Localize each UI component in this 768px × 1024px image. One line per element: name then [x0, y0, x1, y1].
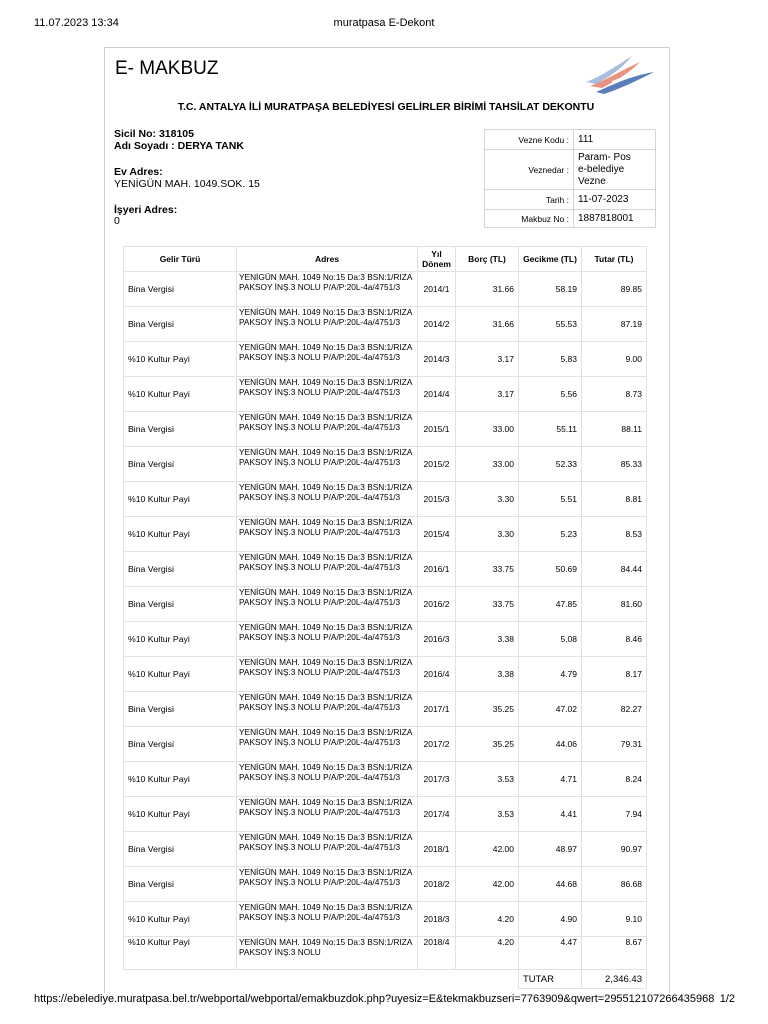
municipality-logo [582, 52, 656, 94]
table-row [124, 377, 647, 412]
late-fee-cell: 5.83 [519, 342, 582, 377]
address-cell: YENİGÜN MAH. 1049 No:15 Da:3 BSN:1/RIZA PAKSOY İNŞ.3 NOLU P/A/P:20L-4a/4751/3 [237, 342, 418, 377]
table-row [124, 832, 647, 867]
income-type-cell: %10 Kultur Payi [124, 937, 237, 970]
table-row [124, 307, 647, 342]
income-type-cell: Bina Vergisi [124, 867, 237, 902]
period-cell: 2017/1 [418, 692, 456, 727]
work-address-value: 0 [114, 215, 120, 227]
address-cell: YENİGÜN MAH. 1049 No:15 Da:3 BSN:1/RIZA PAKSOY İNŞ.3 NOLU P/A/P:20L-4a/4751/3 [237, 272, 418, 307]
table-row [124, 867, 647, 902]
address-cell: YENİGÜN MAH. 1049 No:15 Da:3 BSN:1/RIZA PAKSOY İNŞ.3 NOLU P/A/P:20L-4a/4751/3 [237, 552, 418, 587]
total-cell: 8.73 [582, 377, 647, 412]
page-url: https://ebelediye.muratpasa.bel.tr/webportal/webportal/emakbuzdok.php?uyesiz=E&tekmakbuzseri=7763909&qwert=295512107266435968 [34, 993, 715, 1005]
debt-cell: 33.00 [456, 412, 519, 447]
table-row [124, 517, 647, 552]
table-row [124, 762, 647, 797]
late-fee-cell: 4.90 [519, 902, 582, 937]
table-row [124, 657, 647, 692]
income-type-cell: %10 Kultur Payi [124, 622, 237, 657]
late-fee-cell: 44.68 [519, 867, 582, 902]
late-fee-cell: 5.23 [519, 517, 582, 552]
income-type-cell: %10 Kultur Payi [124, 657, 237, 692]
period-cell: 2014/3 [418, 342, 456, 377]
sicil-label: Sicil No: [114, 128, 157, 140]
income-type-cell: %10 Kultur Payi [124, 902, 237, 937]
debt-cell: 42.00 [456, 867, 519, 902]
receipt-no-value: 1887818001 [574, 210, 656, 228]
late-fee-cell: 48.97 [519, 832, 582, 867]
period-cell: 2015/2 [418, 447, 456, 482]
total-cell: 84.44 [582, 552, 647, 587]
income-type-cell: Bina Vergisi [124, 552, 237, 587]
income-type-cell: %10 Kultur Payi [124, 377, 237, 412]
period-cell: 2018/4 [418, 937, 456, 970]
total-cell: 8.53 [582, 517, 647, 552]
table-row [124, 727, 647, 762]
late-fee-cell: 4.41 [519, 797, 582, 832]
table-row [124, 447, 647, 482]
late-fee-cell: 55.11 [519, 412, 582, 447]
total-cell: 8.17 [582, 657, 647, 692]
table-row [124, 412, 647, 447]
period-cell: 2014/2 [418, 307, 456, 342]
debt-cell: 3.38 [456, 622, 519, 657]
total-cell: 81.60 [582, 587, 647, 622]
late-fee-cell: 4.71 [519, 762, 582, 797]
late-fee-cell: 58.19 [519, 272, 582, 307]
total-cell: 90.97 [582, 832, 647, 867]
debt-cell: 3.30 [456, 482, 519, 517]
cashier-value-line: Param- Pos [578, 151, 631, 163]
period-cell: 2015/1 [418, 412, 456, 447]
total-row [124, 970, 647, 989]
address-cell: YENİGÜN MAH. 1049 No:15 Da:3 BSN:1/RIZA PAKSOY İNŞ.3 NOLU P/A/P:20L-4a/4751/3 [237, 482, 418, 517]
late-fee-cell: 5.51 [519, 482, 582, 517]
cashier-info-table [484, 129, 656, 228]
table-row [124, 342, 647, 377]
name-label: Adı Soyadı : [114, 140, 175, 152]
address-cell: YENİGÜN MAH. 1049 No:15 Da:3 BSN:1/RIZA PAKSOY İNŞ.3 NOLU P/A/P:20L-4a/4751/3 [237, 902, 418, 937]
income-type-cell: Bina Vergisi [124, 447, 237, 482]
period-cell: 2018/3 [418, 902, 456, 937]
home-address-label: Ev Adres: [114, 166, 163, 178]
income-type-cell: Bina Vergisi [124, 727, 237, 762]
cashier-value [574, 150, 656, 190]
income-type-cell: Bina Vergisi [124, 587, 237, 622]
late-fee-cell: 47.02 [519, 692, 582, 727]
income-type-cell: %10 Kultur Payi [124, 482, 237, 517]
address-cell: YENİGÜN MAH. 1049 No:15 Da:3 BSN:1/RIZA PAKSOY İNŞ.3 NOLU P/A/P:20L-4a/4751/3 [237, 307, 418, 342]
address-cell: YENİGÜN MAH. 1049 No:15 Da:3 BSN:1/RIZA PAKSOY İNŞ.3 NOLU P/A/P:20L-4a/4751/3 [237, 727, 418, 762]
late-fee-cell: 5.08 [519, 622, 582, 657]
table-row [124, 552, 647, 587]
debt-cell: 3.17 [456, 377, 519, 412]
income-type-cell: %10 Kultur Payi [124, 342, 237, 377]
col-header-income-type: Gelir Türü [124, 247, 237, 272]
total-cell: 8.67 [582, 937, 647, 970]
income-type-cell: Bina Vergisi [124, 692, 237, 727]
debt-cell: 33.75 [456, 587, 519, 622]
period-cell: 2016/4 [418, 657, 456, 692]
total-cell: 87.19 [582, 307, 647, 342]
late-fee-cell: 52.33 [519, 447, 582, 482]
name-value: DERYA TANK [177, 140, 244, 152]
date-label: Tarih : [485, 190, 574, 210]
period-cell: 2015/3 [418, 482, 456, 517]
period-cell: 2014/4 [418, 377, 456, 412]
table-row [124, 902, 647, 937]
address-cell: YENİGÜN MAH. 1049 No:15 Da:3 BSN:1/RIZA PAKSOY İNŞ.3 NOLU P/A/P:20L-4a/4751/3 [237, 692, 418, 727]
period-cell: 2017/3 [418, 762, 456, 797]
income-type-cell: %10 Kultur Payi [124, 517, 237, 552]
address-cell: YENİGÜN MAH. 1049 No:15 Da:3 BSN:1/RIZA PAKSOY İNŞ.3 NOLU P/A/P:20L-4a/4751/3 [237, 587, 418, 622]
late-fee-cell: 4.47 [519, 937, 582, 970]
debt-cell: 42.00 [456, 832, 519, 867]
debt-cell: 33.00 [456, 447, 519, 482]
address-cell: YENİGÜN MAH. 1049 No:15 Da:3 BSN:1/RIZA PAKSOY İNŞ.3 NOLU P/A/P:20L-4a/4751/3 [237, 797, 418, 832]
late-fee-cell: 4.79 [519, 657, 582, 692]
table-row [124, 622, 647, 657]
income-type-cell: Bina Vergisi [124, 412, 237, 447]
debt-cell: 3.17 [456, 342, 519, 377]
col-header-address: Adres [237, 247, 418, 272]
debt-cell: 3.38 [456, 657, 519, 692]
late-fee-cell: 55.53 [519, 307, 582, 342]
receipt-heading: T.C. ANTALYA İLİ MURATPAŞA BELEDİYESİ GELİRLER BİRİMİ TAHSİLAT DEKONTU [177, 101, 595, 113]
debt-cell: 35.25 [456, 727, 519, 762]
total-cell: 8.81 [582, 482, 647, 517]
income-type-cell: %10 Kultur Payi [124, 762, 237, 797]
total-cell: 9.10 [582, 902, 647, 937]
address-cell: YENİGÜN MAH. 1049 No:15 Da:3 BSN:1/RIZA PAKSOY İNŞ.3 NOLU P/A/P:20L-4a/4751/3 [237, 832, 418, 867]
cashier-label: Veznedar : [485, 150, 574, 190]
late-fee-cell: 44.06 [519, 727, 582, 762]
total-cell: 85.33 [582, 447, 647, 482]
late-fee-cell: 5.56 [519, 377, 582, 412]
late-fee-cell: 50.69 [519, 552, 582, 587]
total-value: 2,346.43 [582, 970, 647, 989]
table-header-row [124, 247, 647, 272]
col-header-debt: Borç (TL) [456, 247, 519, 272]
debt-cell: 35.25 [456, 692, 519, 727]
receipt-no-label: Makbuz No : [485, 210, 574, 228]
debt-cell: 4.20 [456, 902, 519, 937]
address-cell: YENİGÜN MAH. 1049 No:15 Da:3 BSN:1/RIZA PAKSOY İNŞ.3 NOLU P/A/P:20L-4a/4751/3 [237, 412, 418, 447]
print-datetime: 11.07.2023 13:34 [34, 17, 119, 29]
debt-cell: 33.75 [456, 552, 519, 587]
total-cell: 79.31 [582, 727, 647, 762]
period-cell: 2018/2 [418, 867, 456, 902]
income-type-cell: Bina Vergisi [124, 272, 237, 307]
debt-cell: 4.20 [456, 937, 519, 970]
address-cell: YENİGÜN MAH. 1049 No:15 Da:3 BSN:1/RIZA PAKSOY İNŞ.3 NOLU P/A/P:20L-4a/4751/3 [237, 657, 418, 692]
period-cell: 2016/1 [418, 552, 456, 587]
period-cell: 2014/1 [418, 272, 456, 307]
cashier-value-line: Vezne [578, 175, 606, 187]
sicil-line [114, 128, 194, 140]
payments-table [123, 246, 647, 989]
total-cell: 7.94 [582, 797, 647, 832]
total-cell: 8.24 [582, 762, 647, 797]
income-type-cell: Bina Vergisi [124, 307, 237, 342]
period-cell: 2017/2 [418, 727, 456, 762]
address-cell: YENİGÜN MAH. 1049 No:15 Da:3 BSN:1/RIZA PAKSOY İNŞ.3 NOLU P/A/P:20L-4a/4751/3 [237, 447, 418, 482]
address-cell: YENİGÜN MAH. 1049 No:15 Da:3 BSN:1/RIZA PAKSOY İNŞ.3 NOLU P/A/P:20L-4a/4751/3 [237, 762, 418, 797]
table-row [124, 587, 647, 622]
table-row [124, 692, 647, 727]
late-fee-cell: 47.85 [519, 587, 582, 622]
total-cell: 9.00 [582, 342, 647, 377]
work-address-label: İşyeri Adres: [114, 204, 178, 216]
address-cell: YENİGÜN MAH. 1049 No:15 Da:3 BSN:1/RIZA PAKSOY İNŞ.3 NOLU P/A/P:20L-4a/4751/3 [237, 377, 418, 412]
debt-cell: 31.66 [456, 272, 519, 307]
income-type-cell: %10 Kultur Payi [124, 797, 237, 832]
table-row [124, 272, 647, 307]
table-row [124, 797, 647, 832]
debt-cell: 3.53 [456, 797, 519, 832]
total-cell: 86.68 [582, 867, 647, 902]
address-cell: YENİGÜN MAH. 1049 No:15 Da:3 BSN:1/RIZA PAKSOY İNŞ.3 NOLU [237, 937, 418, 970]
cashier-value-line: e-belediye [578, 163, 625, 175]
date-value: 11-07-2023 [574, 190, 656, 210]
vezne-code-value: 111 [574, 130, 656, 150]
period-cell: 2016/2 [418, 587, 456, 622]
total-cell: 8.46 [582, 622, 647, 657]
document-title: E- MAKBUZ [115, 58, 219, 79]
period-cell: 2018/1 [418, 832, 456, 867]
period-cell: 2016/3 [418, 622, 456, 657]
col-header-late-fee: Gecikme (TL) [519, 247, 582, 272]
vezne-code-label: Vezne Kodu : [485, 130, 574, 150]
debt-cell: 3.30 [456, 517, 519, 552]
total-cell: 89.85 [582, 272, 647, 307]
address-cell: YENİGÜN MAH. 1049 No:15 Da:3 BSN:1/RIZA PAKSOY İNŞ.3 NOLU P/A/P:20L-4a/4751/3 [237, 622, 418, 657]
debt-cell: 31.66 [456, 307, 519, 342]
address-cell: YENİGÜN MAH. 1049 No:15 Da:3 BSN:1/RIZA PAKSOY İNŞ.3 NOLU P/A/P:20L-4a/4751/3 [237, 867, 418, 902]
period-cell: 2015/4 [418, 517, 456, 552]
sicil-value: 318105 [158, 128, 194, 140]
col-header-total: Tutar (TL) [582, 247, 647, 272]
col-header-period: Yıl Dönem [418, 247, 456, 272]
page-number: 1/2 [719, 993, 735, 1005]
address-cell: YENİGÜN MAH. 1049 No:15 Da:3 BSN:1/RIZA PAKSOY İNŞ.3 NOLU P/A/P:20L-4a/4751/3 [237, 517, 418, 552]
total-cell: 82.27 [582, 692, 647, 727]
total-cell: 88.11 [582, 412, 647, 447]
period-cell: 2017/4 [418, 797, 456, 832]
debt-cell: 3.53 [456, 762, 519, 797]
print-page-title: muratpasa E-Dekont [333, 17, 435, 29]
table-row [124, 937, 647, 970]
total-label: TUTAR [519, 970, 582, 989]
home-address-value: YENİGÜN MAH. 1049.SOK. 15 [114, 178, 260, 190]
table-row [124, 482, 647, 517]
name-line [114, 140, 244, 152]
income-type-cell: Bina Vergisi [124, 832, 237, 867]
